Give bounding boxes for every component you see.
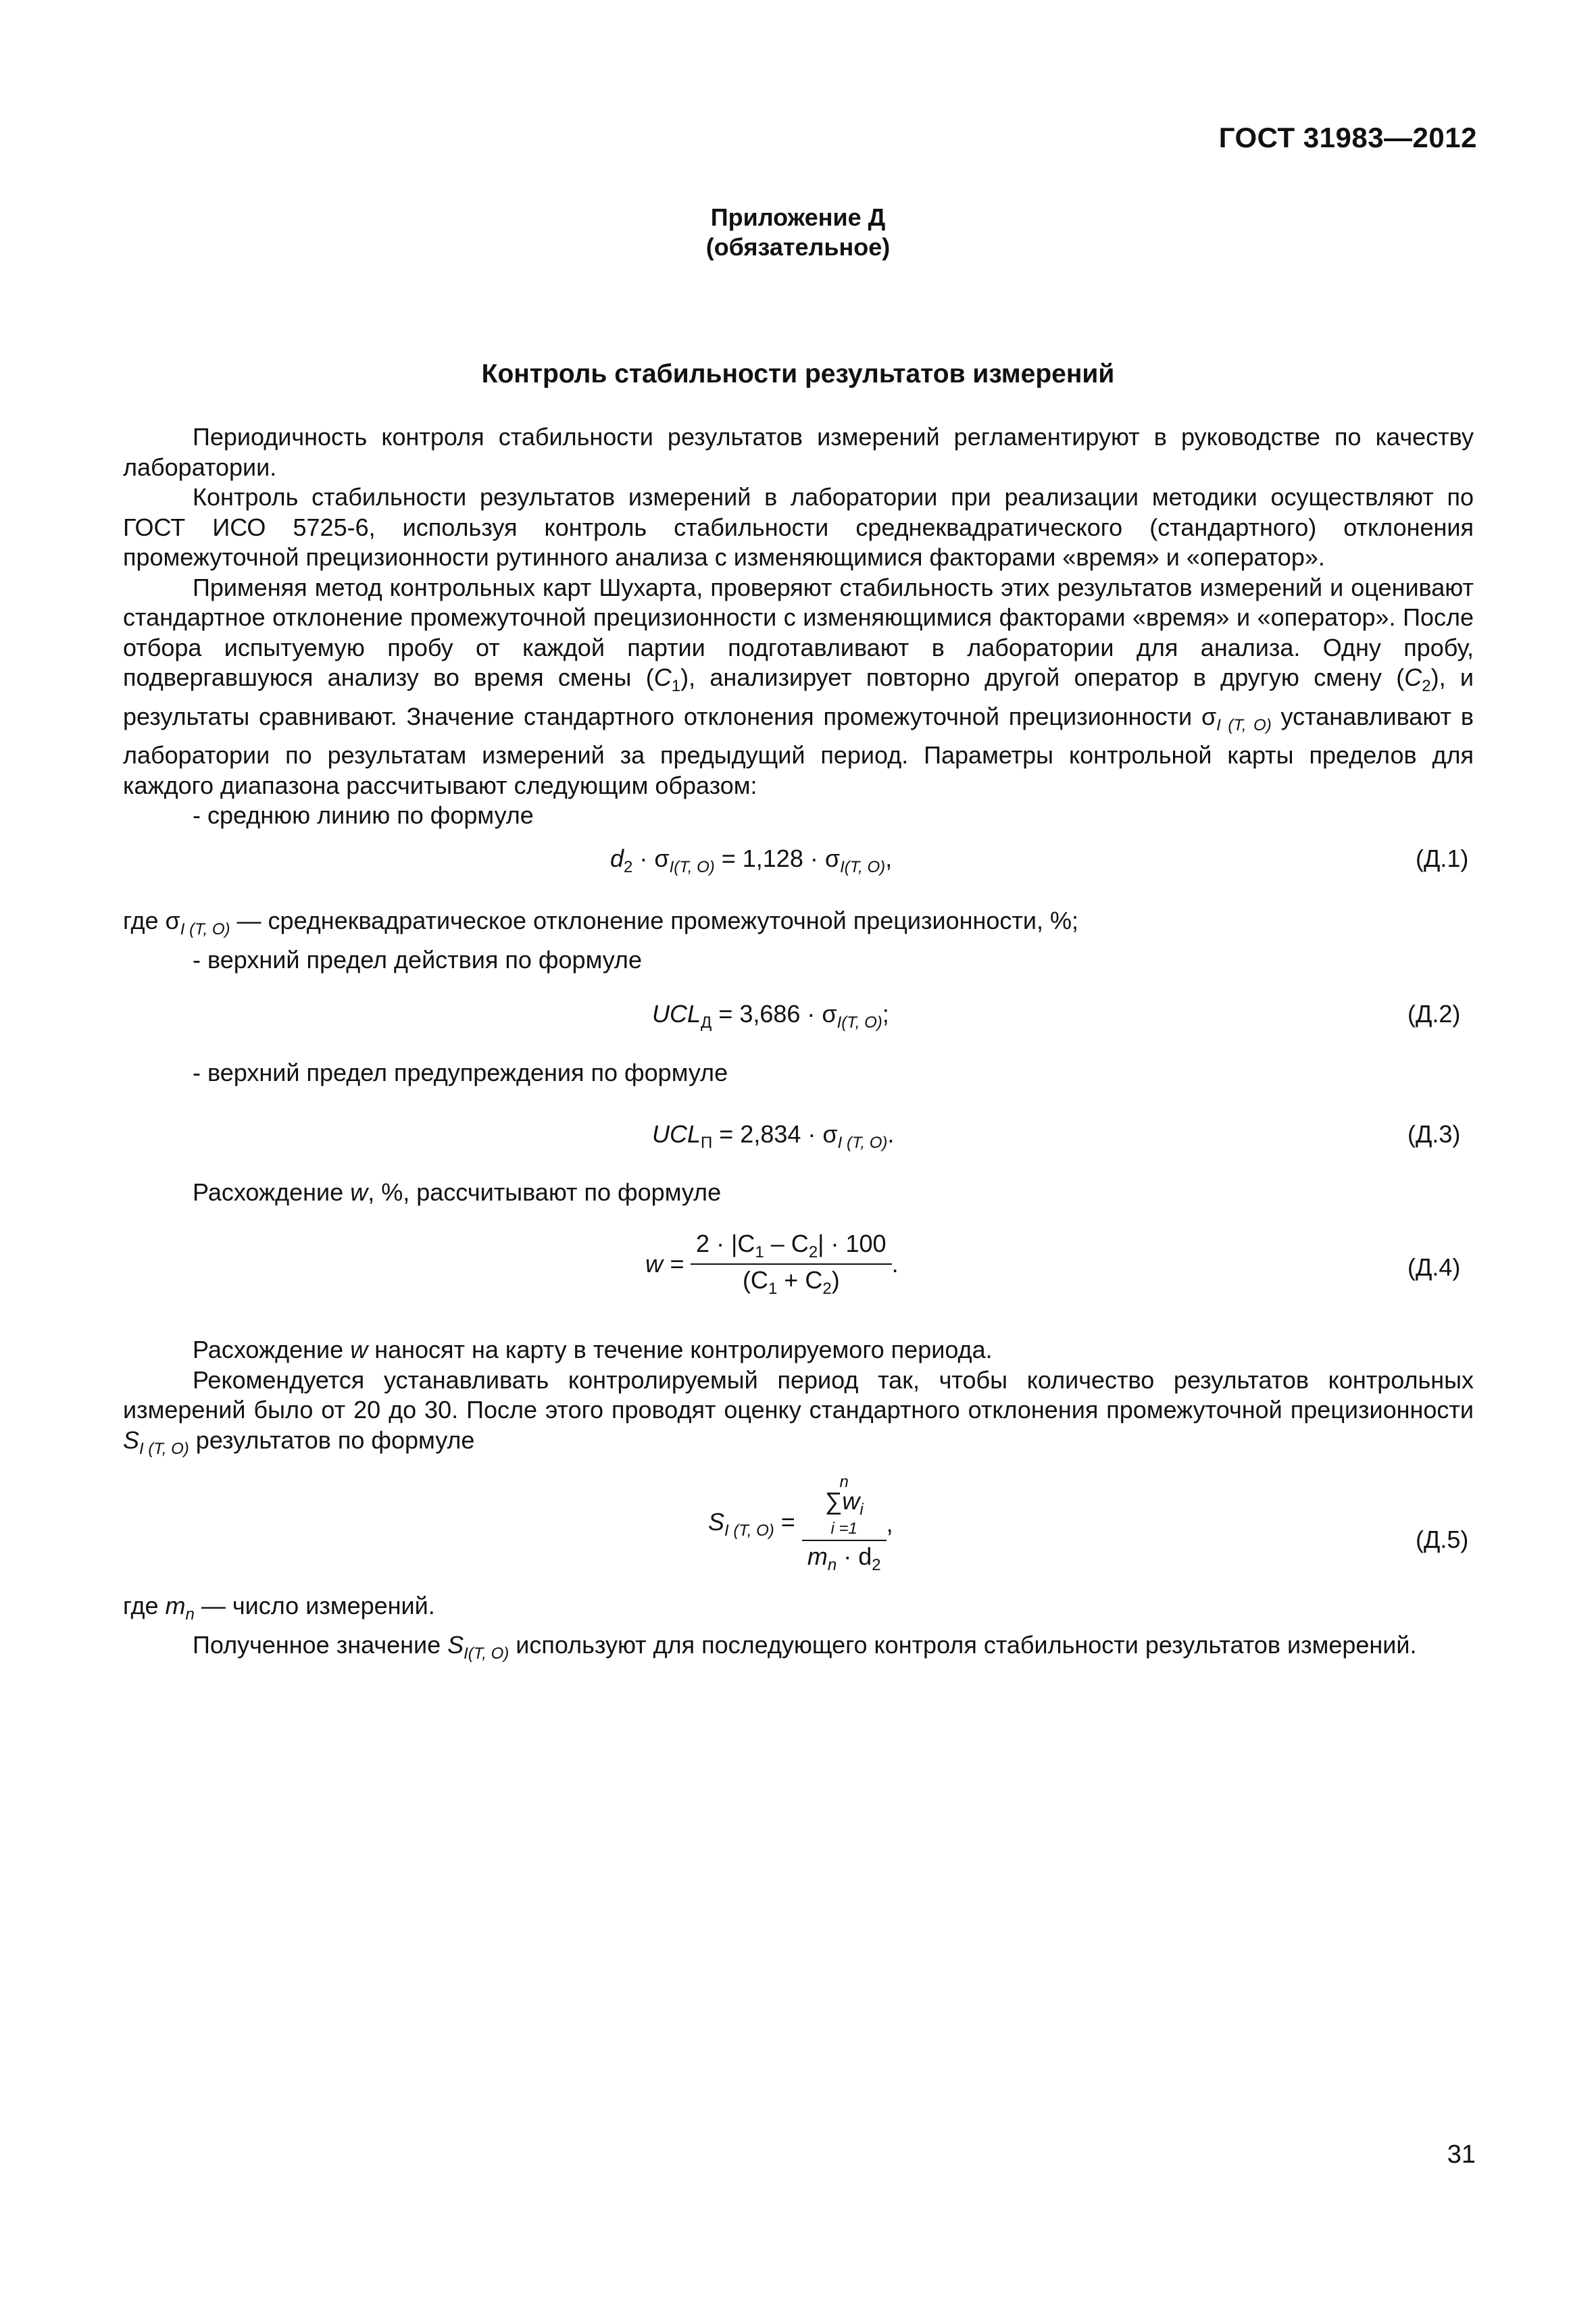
equation-number-d1: (Д.1) bbox=[1416, 845, 1469, 872]
appendix-status: (обязательное) bbox=[705, 233, 891, 261]
item-ucl-action: - верхний предел действия по формуле bbox=[193, 945, 642, 974]
formula-d3: $UCL_П = 2,834 \cdot \sigma_{I (T, O)}$. bbox=[652, 1120, 895, 1152]
text-before-d5 bbox=[123, 1335, 1474, 1464]
where-m: где $m_n$ — число измерений. bbox=[123, 1592, 435, 1624]
appendix-heading bbox=[0, 203, 1596, 262]
fraction-d4: $\frac{2 \cdot |C_1 - C_2| \cdot 100}{(C_1 + C_2)}$ bbox=[691, 1230, 892, 1299]
appendix-title: Приложение Д bbox=[710, 203, 886, 231]
page-number: 31 bbox=[1447, 2140, 1476, 2169]
fraction-d5: n $\sum w_i$ i =1 $m_n \cdot d_2$ bbox=[802, 1473, 887, 1575]
recommendation: Рекомендуется устанавливать контролируемый период так, чтобы количество результатов контрольных измерений было от 20 до 30. После этого проводят оценку стандартного отклонения промежуточной прецизионности $S_{I (T, O)}$ результатов по формуле bbox=[123, 1365, 1474, 1458]
text-before-d3 bbox=[123, 1058, 1474, 1088]
section-title: Контроль стабильности результатов измерений bbox=[481, 359, 1115, 388]
paragraph-shewhart: Применяя метод контрольных карт Шухарта, проверяют стабильность этих результатов измерений и оценивают стандартное отклонение промежуточной прецизионности с изменяющимися факторами «время» и «оператор». После отбора испытуемую пробу от каждой партии подготавливают в лаборатории для анализа. Одну пробу, подвергавшуюся анализу во время смены $(C_1)$, анализирует повторно другой оператор в другую смену $(C_2)$, и результаты сравнивают. Значение стандартного отклонения промежуточной прецизионности $\sigma_{I (T, O)}$ устанавливают в лаборатории по результатам измерений за предыдущий период. Параметры контрольной карты пределов для каждого диапазона рассчитывают следующим образом: bbox=[123, 573, 1474, 799]
formula-d2: $UCL_Д = 3,686 \cdot \sigma_{I(T, O)}$; bbox=[652, 1000, 889, 1032]
equation-number-d3: (Д.3) bbox=[1407, 1120, 1461, 1148]
paragraph-periodicity: Периодичность контроля стабильности результатов измерений регламентируют в руководстве по качеству лаборатории. bbox=[123, 423, 1474, 481]
final-statement: Полученное значение $S_{I(T, O)}$ используют для последующего контроля стабильности результатов измерений. bbox=[193, 1630, 1417, 1663]
equation-number-d2: (Д.2) bbox=[1407, 1000, 1461, 1028]
text-after-d1 bbox=[123, 906, 1474, 975]
equation-number-d4: (Д.4) bbox=[1407, 1253, 1461, 1281]
text-before-d4 bbox=[123, 1178, 1474, 1208]
item-ucl-warning: - верхний предел предупреждения по формуле bbox=[193, 1059, 728, 1086]
divergence-intro: Расхождение w, %, рассчитывают по формуле bbox=[193, 1178, 722, 1206]
formula-d4: w = $\frac{2 \cdot |C_1 - C_2| \cdot 100}{(C_1 + C_2)}$ . bbox=[645, 1230, 899, 1298]
standard-header: ГОСТ 31983—2012 bbox=[1218, 122, 1477, 153]
formula-d5: $S_{I (T, O)}$ = n $\sum w_i$ i =1 $m_n \cdot d_2$ , bbox=[708, 1473, 893, 1574]
text-after-d5 bbox=[123, 1591, 1474, 1669]
paragraph-control: Контроль стабильности результатов измерений в лаборатории при реализации методики осуществляют по ГОСТ ИСО 5725-6, используя контроль стабильности среднеквадратического (стандартного) отклонения промежуточной прецизионности рутинного анализа с изменяющимися факторами «время» и «оператор». bbox=[123, 483, 1474, 571]
main-text bbox=[123, 422, 1474, 831]
where-sigma: где $\sigma_{I (T, O)}$ — среднеквадратическое отклонение промежуточной прецизионности, %; bbox=[123, 907, 1079, 938]
plot-on-chart: Расхождение w наносят на карту в течение контролируемого периода. bbox=[193, 1336, 993, 1363]
equation-number-d5: (Д.5) bbox=[1416, 1526, 1469, 1553]
formula-d1: $d_2 \cdot \sigma_{I(T, O)} = 1,128 \cdot \sigma_{I(T, O)}$, bbox=[610, 845, 893, 876]
item-center-line: - среднюю линию по формуле bbox=[193, 801, 534, 829]
